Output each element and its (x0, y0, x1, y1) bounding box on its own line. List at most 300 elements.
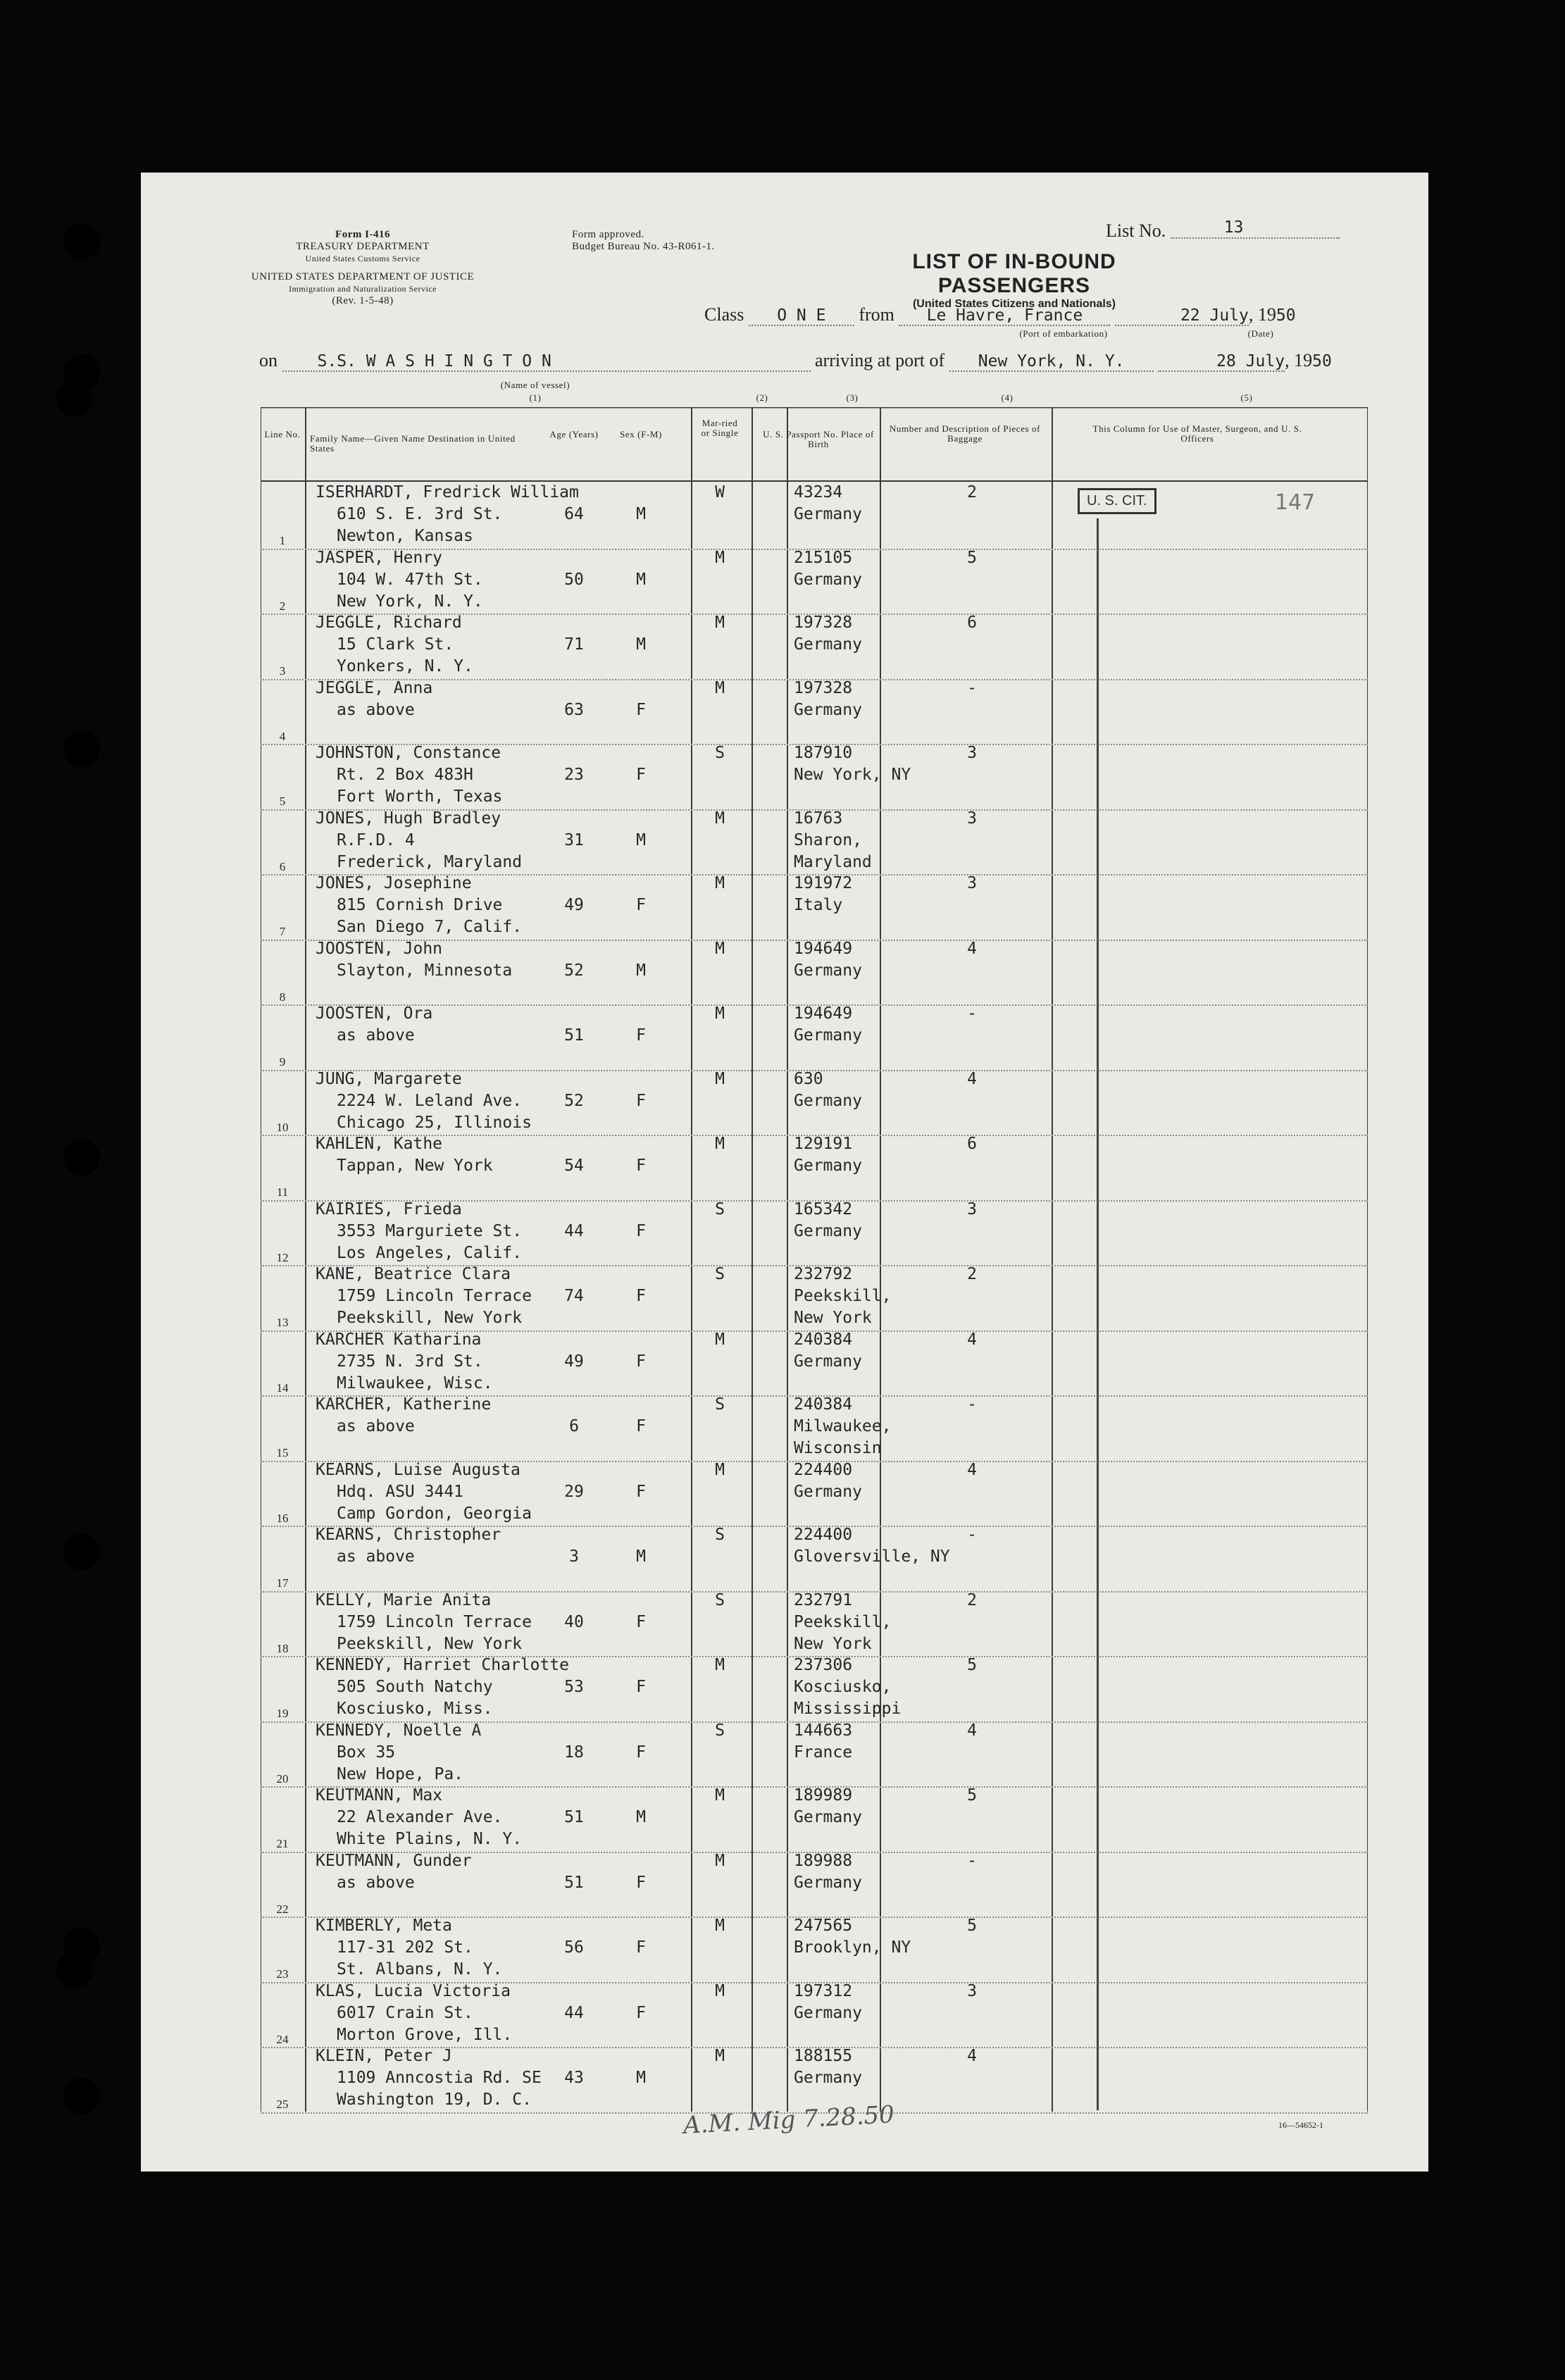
punch-hole (63, 1533, 100, 1570)
cell-line: 22 (276, 1902, 289, 1916)
cell-line: 21 (276, 1837, 289, 1850)
cell-passport: 240384 (794, 1330, 853, 1349)
cell-sex: F (636, 1482, 646, 1501)
cell-bag: - (967, 678, 977, 697)
col-header-sex: Sex (F-M) (620, 429, 662, 440)
cell-name: KARCHER Katharina (316, 1330, 482, 1349)
cell-bag: 3 (967, 1981, 977, 2000)
cell-age: 44 (564, 2003, 584, 2022)
cell-bag: 2 (967, 1590, 977, 1609)
cell-age: 44 (564, 1221, 584, 1240)
class-value: O N E (749, 306, 854, 326)
cell-age: 52 (564, 1091, 584, 1110)
list-no-label: List No. (1106, 220, 1166, 241)
cell-addr2: Kosciusko, Miss. (337, 1700, 493, 1718)
embark-date: 22 July (1115, 306, 1249, 326)
cell-ms: W (715, 483, 725, 501)
table-row (261, 1721, 1368, 1788)
cell-addr1: 505 South Natchy (337, 1678, 493, 1696)
cell-name: KANE, Beatrice Clara (316, 1265, 511, 1283)
justice-header (239, 271, 486, 307)
list-number-field (1106, 220, 1380, 243)
cell-name: KARCHER, Katherine (316, 1395, 492, 1414)
cell-addr1: Hdq. ASU 3441 (337, 1482, 464, 1501)
cell-ms: M (715, 874, 725, 892)
cell-birth1: Germany (794, 1482, 862, 1501)
cell-name: KAHLEN, Kathe (316, 1135, 443, 1153)
form-approved: Form approved. (572, 229, 644, 240)
cell-bag: 4 (967, 1069, 977, 1088)
cell-age: 49 (564, 1352, 584, 1371)
cell-bag: 5 (967, 1917, 977, 1935)
cell-ms: S (715, 1590, 725, 1609)
cell-ms: M (715, 1656, 725, 1674)
cell-passport: 197328 (794, 678, 853, 697)
title-block (845, 250, 1183, 311)
port-caption: (Port of embarkation) (1019, 328, 1108, 339)
cell-name: JONES, Hugh Bradley (316, 809, 501, 828)
cell-age: 51 (564, 1873, 584, 1892)
cell-sex: F (636, 1157, 646, 1175)
cell-line: 23 (276, 1967, 289, 1981)
table-row (261, 679, 1368, 746)
table-row (261, 1656, 1368, 1723)
cell-line: 8 (279, 990, 286, 1004)
cell-birth1: Germany (794, 1091, 862, 1110)
cell-line: 20 (276, 1771, 289, 1786)
cell-birth2: Mississippi (794, 1700, 902, 1718)
cell-sex: F (636, 1091, 646, 1110)
cell-addr1: as above (337, 1547, 415, 1566)
cell-birth1: Germany (794, 1873, 862, 1892)
cell-sex: F (636, 1612, 646, 1631)
cell-bag: 6 (967, 1135, 977, 1153)
embark-port: Le Havre, France (899, 306, 1110, 326)
cell-bag: 4 (967, 1330, 977, 1349)
cell-bag: - (967, 1004, 977, 1023)
cell-ms: S (715, 1395, 725, 1414)
cell-birth1: Germany (794, 1808, 862, 1826)
table-row (261, 483, 1368, 550)
cell-sex: F (636, 766, 646, 784)
cell-name: KAIRIES, Frieda (316, 1200, 462, 1219)
cell-passport: 165342 (794, 1200, 853, 1219)
cell-bag: 4 (967, 1721, 977, 1740)
cell-birth1: Italy (794, 896, 843, 914)
table-row (261, 1461, 1368, 1528)
vessel-line (259, 350, 1400, 372)
passenger-table (261, 407, 1368, 2112)
cell-line: 4 (279, 729, 286, 743)
table-row (261, 1917, 1368, 1983)
cell-age: 3 (569, 1547, 579, 1566)
cell-passport: 43234 (794, 483, 843, 501)
cell-passport: 187910 (794, 744, 853, 762)
cell-name: JASPER, Henry (316, 548, 443, 567)
cell-name: JOOSTEN, Ora (316, 1004, 433, 1023)
cell-addr2: New Hope, Pa. (337, 1764, 464, 1783)
table-row (261, 1982, 1368, 2049)
punch-hole (63, 223, 100, 260)
cell-name: KENNEDY, Noelle A (316, 1721, 482, 1740)
cell-bag: 5 (967, 1656, 977, 1674)
cell-passport: 191972 (794, 874, 853, 892)
cell-birth1: Brooklyn, NY (794, 1938, 911, 1957)
vessel-name: S.S. W A S H I N G T O N (282, 352, 811, 372)
cell-birth1: Germany (794, 570, 862, 589)
cell-ms: M (715, 1004, 725, 1023)
cell-passport: 194649 (794, 939, 853, 958)
table-row (261, 1070, 1368, 1137)
col-header-passport: U. S. Passport No. Place of Birth (763, 429, 874, 449)
cell-age: 50 (564, 570, 584, 589)
col-header-married: Mar-ried or Single (701, 418, 739, 438)
from-label: from (859, 304, 894, 325)
cell-addr2: New York, N. Y. (337, 592, 483, 611)
col-num-3: (3) (846, 392, 859, 403)
cell-addr2: Camp Gordon, Georgia (337, 1504, 532, 1523)
embark-year: 50 (1276, 306, 1296, 325)
cell-addr1: 815 Cornish Drive (337, 896, 503, 914)
ins-service: Immigration and Naturalization Service (289, 284, 437, 294)
cell-addr1: as above (337, 1026, 415, 1045)
table-row (261, 1200, 1368, 1267)
cell-ms: S (715, 744, 725, 762)
table-row (261, 744, 1368, 811)
cell-line: 12 (276, 1250, 289, 1264)
punch-hole (56, 1951, 93, 1988)
page-title: LIST OF IN-BOUND PASSENGERS (912, 250, 1116, 297)
vessel-caption: (Name of vessel) (500, 380, 570, 390)
revision: (Rev. 1-5-48) (332, 295, 394, 306)
cell-age: 74 (564, 1287, 584, 1305)
cell-birth1: Germany (794, 635, 862, 654)
cell-sex: F (636, 1678, 646, 1696)
cell-ms: M (715, 678, 725, 697)
cell-passport: 224400 (794, 1526, 853, 1544)
cell-ms: M (715, 1460, 725, 1479)
cell-passport: 232791 (794, 1590, 853, 1609)
cell-passport: 144663 (794, 1721, 853, 1740)
cell-name: KLAS, Lucia Victoria (316, 1981, 511, 2000)
cell-line: 6 (279, 859, 286, 873)
cell-name: JEGGLE, Anna (316, 678, 433, 697)
punch-hole (63, 2078, 100, 2114)
customs-service: United States Customs Service (305, 254, 420, 263)
cell-ms: M (715, 1851, 725, 1870)
cell-birth1: Milwaukee, (794, 1417, 892, 1435)
cell-ms: M (715, 809, 725, 828)
cell-ms: M (715, 1135, 725, 1153)
cell-addr1: 22 Alexander Ave. (337, 1808, 503, 1826)
cell-passport: 224400 (794, 1460, 853, 1479)
form-number: Form I-416 (335, 229, 390, 240)
cell-passport: 232792 (794, 1265, 853, 1283)
cell-age: 6 (569, 1417, 579, 1435)
table-row (261, 874, 1368, 941)
table-row (261, 1591, 1368, 1658)
cell-bag: 3 (967, 1200, 977, 1219)
cell-sex: M (636, 635, 646, 654)
cell-addr1: R.F.D. 4 (337, 830, 415, 849)
punch-hole (63, 730, 100, 767)
cell-ms: S (715, 1200, 725, 1219)
table-row (261, 1004, 1368, 1071)
budget-bureau: Budget Bureau No. 43-R061-1. (572, 241, 715, 252)
cell-age: 52 (564, 961, 584, 980)
cell-addr1: as above (337, 1417, 415, 1435)
cell-addr1: as above (337, 700, 415, 719)
cell-line: 17 (276, 1576, 289, 1590)
footer-code: 16—54652-1 (1278, 2120, 1323, 2130)
table-row (261, 613, 1368, 680)
cell-ms: M (715, 2047, 725, 2065)
cell-line: 3 (279, 664, 286, 678)
officer-signature: A.M. Mig 7.28.50 (682, 2100, 895, 2140)
cell-bag: 2 (967, 483, 977, 501)
col-num-5: (5) (1240, 392, 1253, 403)
cell-sex: F (636, 1287, 646, 1305)
cell-age: 51 (564, 1808, 584, 1826)
cell-name: KEUTMANN, Gunder (316, 1851, 472, 1870)
cell-addr2: Peekskill, New York (337, 1309, 523, 1327)
cell-birth1: Peekskill, (794, 1612, 892, 1631)
cell-name: JUNG, Margarete (316, 1069, 462, 1088)
cell-name: JOHNSTON, Constance (316, 744, 501, 762)
cell-addr2: Washington 19, D. C. (337, 2091, 532, 2109)
cell-ms: S (715, 1721, 725, 1740)
cell-passport: 129191 (794, 1135, 853, 1153)
cell-passport: 189988 (794, 1851, 853, 1870)
cell-line: 16 (276, 1511, 289, 1525)
date-caption: (Date) (1247, 328, 1274, 339)
cell-ms: S (715, 1526, 725, 1544)
cell-sex: M (636, 961, 646, 980)
cell-age: 18 (564, 1743, 584, 1762)
arrival-port: New York, N. Y. (949, 352, 1154, 372)
cell-addr2: Los Angeles, Calif. (337, 1243, 523, 1262)
cell-ms: M (715, 1330, 725, 1349)
cell-line: 15 (276, 1446, 289, 1459)
cell-passport: 189989 (794, 1786, 853, 1805)
punch-hole (63, 1139, 100, 1176)
cell-age: 29 (564, 1482, 584, 1501)
cell-ms: S (715, 1265, 725, 1283)
col-header-age: Age (Years) (549, 429, 599, 440)
cell-addr1: 104 W. 47th St. (337, 570, 483, 589)
cell-birth2: Maryland (794, 852, 872, 871)
stamp-continuation-line (1097, 518, 1099, 2110)
table-row (261, 1395, 1368, 1462)
cell-addr2: Newton, Kansas (337, 527, 473, 545)
cell-birth1: New York, NY (794, 766, 911, 784)
table-row (261, 549, 1368, 616)
cell-ms: M (715, 613, 725, 632)
cell-line: 18 (276, 1641, 289, 1655)
cell-name: JOOSTEN, John (316, 939, 443, 958)
arrival-date: 28 July (1158, 352, 1285, 372)
cell-addr1: Box 35 (337, 1743, 396, 1762)
cell-addr1: 6017 Crain St. (337, 2003, 473, 2022)
cell-passport: 194649 (794, 1004, 853, 1023)
cell-addr1: 2735 N. 3rd St. (337, 1352, 483, 1371)
table-row (261, 940, 1368, 1007)
form-header-left (282, 229, 444, 265)
treasury-dept: TREASURY DEPARTMENT (296, 241, 430, 252)
cell-addr2: White Plains, N. Y. (337, 1830, 523, 1848)
cell-ms: M (715, 548, 725, 567)
punch-hole (56, 380, 93, 417)
cell-name: JEGGLE, Richard (316, 613, 462, 632)
cell-name: KEUTMANN, Max (316, 1786, 443, 1805)
cell-passport: 16763 (794, 809, 843, 828)
cell-addr2: San Diego 7, Calif. (337, 918, 523, 936)
justice-dept: UNITED STATES DEPARTMENT OF JUSTICE (251, 271, 475, 282)
cell-line: 13 (276, 1316, 289, 1329)
cell-bag: 4 (967, 939, 977, 958)
cell-ms: M (715, 939, 725, 958)
cell-birth1: Peekskill, (794, 1287, 892, 1305)
cell-bag: 3 (967, 744, 977, 762)
cell-bag: 2 (967, 1265, 977, 1283)
cell-addr1: Slayton, Minnesota (337, 961, 513, 980)
cell-birth1: France (794, 1743, 853, 1762)
cell-addr1: Tappan, New York (337, 1157, 493, 1175)
cell-addr2: Milwaukee, Wisc. (337, 1373, 493, 1393)
cell-age: 23 (564, 766, 584, 784)
cell-age: 54 (564, 1157, 584, 1175)
arriving-label: arriving at port of (815, 350, 945, 370)
cell-age: 53 (564, 1678, 584, 1696)
cell-line: 25 (276, 2098, 289, 2111)
cell-name: KELLY, Marie Anita (316, 1590, 492, 1609)
cell-name: KLEIN, Peter J (316, 2047, 452, 2065)
cell-bag: 6 (967, 613, 977, 632)
col-num-4: (4) (1001, 392, 1014, 403)
cell-bag: 3 (967, 874, 977, 892)
cell-birth1: Germany (794, 1026, 862, 1045)
cell-birth1: Germany (794, 1157, 862, 1175)
table-row (261, 1331, 1368, 1397)
cell-bag: 4 (967, 2047, 977, 2065)
cell-sex: F (636, 1026, 646, 1045)
cell-birth1: Germany (794, 700, 862, 719)
cell-ms: M (715, 1981, 725, 2000)
cell-passport: 630 (794, 1069, 823, 1088)
cell-name: JONES, Josephine (316, 874, 472, 892)
cell-line: 14 (276, 1381, 289, 1395)
cell-age: 43 (564, 2069, 584, 2087)
col-header-baggage: Number and Description of Pieces of Baggage (889, 423, 1041, 444)
cell-bag: - (967, 1395, 977, 1414)
cell-line: 9 (279, 1055, 286, 1068)
class-from-line (704, 304, 1409, 326)
cell-addr1: 1759 Lincoln Terrace (337, 1612, 532, 1631)
cell-birth2: Wisconsin (794, 1439, 882, 1457)
cell-addr1: 1109 Anncostia Rd. SE (337, 2069, 542, 2087)
form-approval (572, 229, 783, 253)
manifest-page (141, 173, 1428, 2172)
class-label: Class (704, 304, 744, 325)
cell-age: 31 (564, 830, 584, 849)
cell-bag: - (967, 1526, 977, 1544)
cell-sex: F (636, 896, 646, 914)
cell-line: 2 (279, 599, 286, 613)
cell-bag: 5 (967, 548, 977, 567)
cell-passport: 240384 (794, 1395, 853, 1414)
cell-passport: 237306 (794, 1656, 853, 1674)
cell-addr1: 15 Clark St. (337, 635, 454, 654)
table-row (261, 1265, 1368, 1332)
cell-addr1: 117-31 202 St. (337, 1938, 473, 1957)
cell-sex: M (636, 505, 646, 523)
list-no-value: 13 (1223, 218, 1244, 237)
cell-sex: M (636, 1808, 646, 1826)
cell-sex: M (636, 830, 646, 849)
cell-passport: 247565 (794, 1917, 853, 1935)
cell-sex: F (636, 2003, 646, 2022)
cell-name: KENNEDY, Harriet Charlotte (316, 1656, 570, 1674)
cell-birth1: Germany (794, 961, 862, 980)
cell-addr2: Frederick, Maryland (337, 852, 523, 871)
cell-line: 5 (279, 795, 286, 808)
cell-bag: 5 (967, 1786, 977, 1805)
cell-sex: F (636, 1743, 646, 1762)
cell-addr1: Rt. 2 Box 483H (337, 766, 473, 784)
page-subtitle: (United States Citizens and Nationals) (912, 298, 1116, 310)
cell-addr1: 1759 Lincoln Terrace (337, 1287, 532, 1305)
cell-passport: 188155 (794, 2047, 853, 2065)
cell-sex: F (636, 1221, 646, 1240)
cell-line: 1 (279, 534, 286, 547)
col-header-line-no: Line No. (264, 429, 301, 440)
cell-bag: 4 (967, 1460, 977, 1479)
cell-sex: M (636, 1547, 646, 1566)
arrival-year: 50 (1312, 352, 1332, 370)
col-num-1: (1) (529, 392, 542, 403)
cell-age: 56 (564, 1938, 584, 1957)
cell-addr2: St. Albans, N. Y. (337, 1960, 503, 1979)
stamp-number: 147 (1275, 490, 1316, 515)
cell-sex: F (636, 1352, 646, 1371)
cell-age: 64 (564, 505, 584, 523)
cell-addr1: as above (337, 1873, 415, 1892)
cell-birth1: Germany (794, 505, 862, 523)
cell-sex: F (636, 1938, 646, 1957)
cell-age: 49 (564, 896, 584, 914)
cell-age: 71 (564, 635, 584, 654)
table-row (261, 1852, 1368, 1919)
col-header-officers: This Column for Use of Master, Surgeon, and U. S. Officers (1092, 423, 1302, 444)
table-row (261, 2047, 1368, 2114)
cell-bag: - (967, 1851, 977, 1870)
cell-age: 51 (564, 1026, 584, 1045)
cell-sex: M (636, 570, 646, 589)
cell-addr1: 3553 Marguriete St. (337, 1221, 523, 1240)
cell-line: 24 (276, 2032, 289, 2046)
cell-birth1: Germany (794, 1221, 862, 1240)
embark-year-prefix: , 19 (1248, 304, 1276, 325)
cell-sex: F (636, 1417, 646, 1435)
cell-line: 7 (279, 925, 286, 938)
cell-sex: F (636, 1873, 646, 1892)
cell-addr2: Morton Grove, Ill. (337, 2025, 513, 2044)
cell-birth1: Germany (794, 2003, 862, 2022)
table-row (261, 1135, 1368, 1202)
table-row (261, 809, 1368, 876)
cell-name: KIMBERLY, Meta (316, 1917, 452, 1935)
table-row (261, 1526, 1368, 1593)
